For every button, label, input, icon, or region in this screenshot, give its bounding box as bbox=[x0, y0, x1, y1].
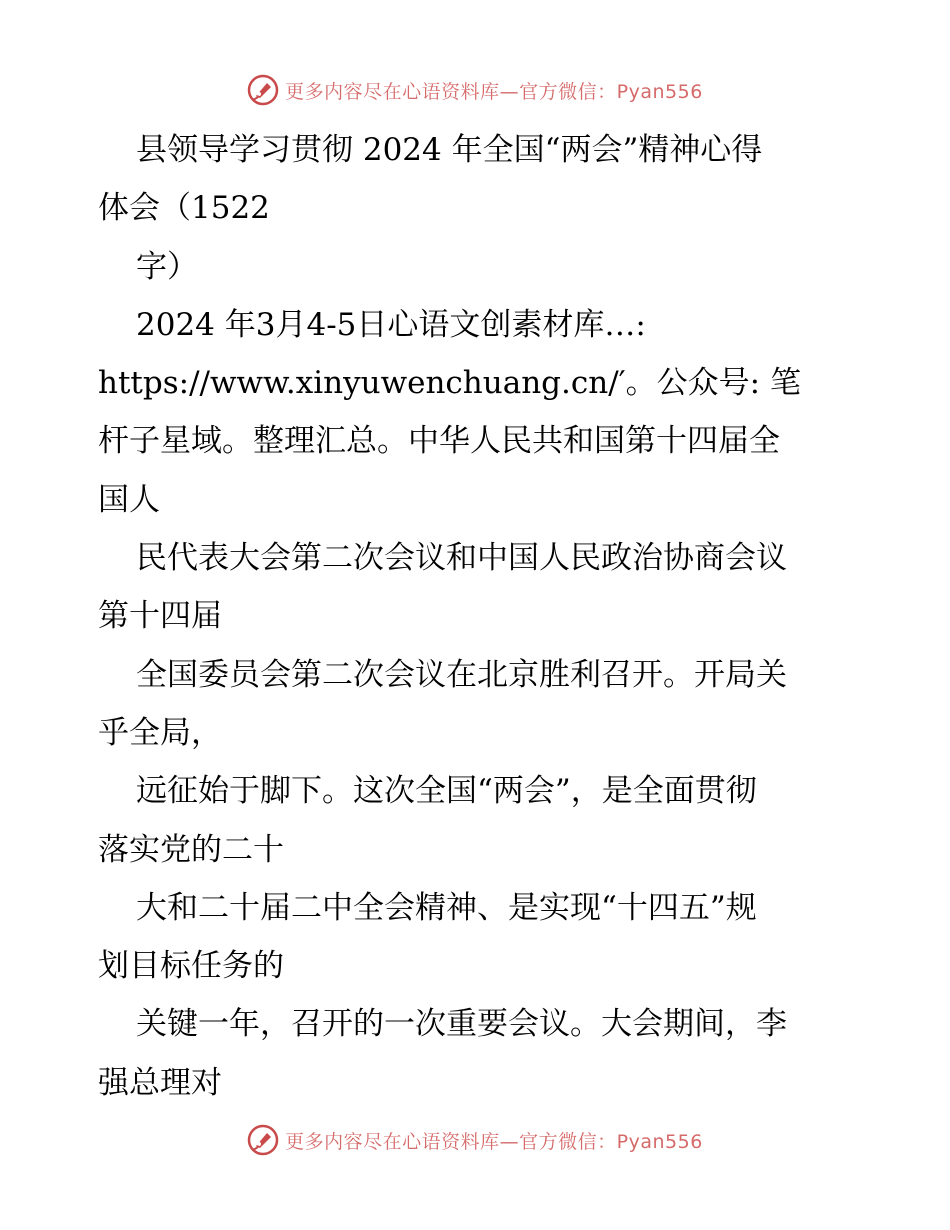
text-line: 全国委员会第二次会议在北京胜利召开。开局关 bbox=[136, 656, 787, 693]
watermark-text: 更多内容尽在心语资料库—官方微信：Pyan556 bbox=[285, 80, 703, 103]
text-line: 2024 年3月4-5日心语文创素材库…: bbox=[136, 306, 646, 343]
text-line: 关键一年，召开的一次重要会议。大会期间，李 bbox=[136, 1006, 787, 1043]
text-line: 大和二十届二中全会精神、是实现“十四五”规 bbox=[136, 889, 757, 926]
text-line: 字） bbox=[136, 248, 198, 285]
text-line: 民代表大会第二次会议和中国人民政治协商会议 bbox=[136, 540, 787, 577]
pen-nib-seal-icon bbox=[247, 74, 279, 106]
text-line: 远征始于脚下。这次全国“两会”，是全面贯彻 bbox=[136, 773, 757, 810]
text-line: 体会（1522 bbox=[98, 190, 270, 227]
footer-watermark bbox=[0, 1122, 950, 1158]
text-line: 划目标任务的 bbox=[98, 948, 284, 985]
text-line: 乎全局， bbox=[98, 714, 222, 751]
text-line: https://www.xinyuwenchuang.cn/′。公众号: 笔 bbox=[98, 365, 801, 402]
text-line: 落实党的二十 bbox=[98, 831, 284, 868]
text-line: 县领导学习贯彻 2024 年全国“两会”精神心得 bbox=[136, 132, 763, 168]
header-watermark bbox=[0, 72, 950, 108]
document-body bbox=[98, 121, 858, 1112]
text-line: 杆子星域。整理汇总。中华人民共和国第十四届全 bbox=[98, 423, 780, 460]
pen-nib-seal-icon bbox=[247, 1124, 279, 1156]
text-line: 第十四届 bbox=[98, 598, 222, 635]
watermark-text: 更多内容尽在心语资料库—官方微信：Pyan556 bbox=[285, 1130, 703, 1153]
text-line: 国人 bbox=[98, 481, 160, 518]
text-line: 强总理对 bbox=[98, 1064, 222, 1101]
